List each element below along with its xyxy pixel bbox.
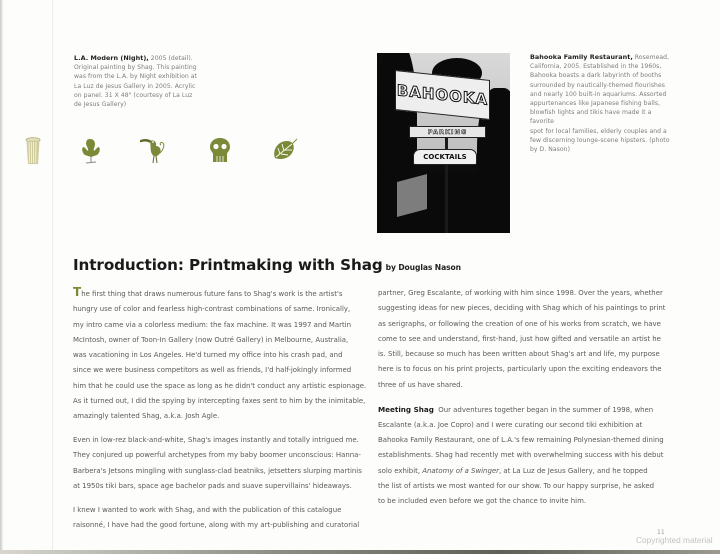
paragraph: partner, Greg Escalante, of working with him since 1998. Over the years, whether suggesting ideas for new pieces, deciding with Shag which of his paintings to print as serigraphs, or following the creation of one of his works from scratch, we have come to see and understand, first-hand, just how gifted and versatile an artist he is. Still, because so much has been written about Shag's art and life, my purpose here is to focus on his print projects, particularly upon the exciting endeavors the three of us have shared. [378, 289, 666, 389]
subhead-meeting-shag: Meeting Shag [378, 404, 434, 414]
paragraph: I knew I wanted to work with Shag, and with the publication of this catalogue raisonné, I have had the good fortune, along with my art-publishing and curatorial [73, 505, 360, 530]
body-column-left [73, 285, 367, 542]
exhibit-title: Anatomy of a Swinger [422, 466, 499, 475]
swan-chair-icon [80, 138, 102, 164]
drop-cap: T [73, 285, 82, 299]
paragraph: Even in low-rez black-and-white, Shag's images instantly and totally intrigued me. They conjured up powerful archetypes from my baby boomer unconscious: Hanna- Barbera's Jetsons mingling with sunglass-clad beatniks, jetsetters slurping martinis at 1950s tiki bars, space age bachelor pads and suave supervillains' hideaways. [73, 436, 362, 491]
margin-rule [52, 0, 53, 554]
monstera-leaf-icon [272, 138, 298, 162]
page-edge [0, 0, 3, 554]
paragraph-meeting-shag: Meeting Shag Our adventures together began in the summer of 1998, when Escalante (a.k.a. Joe Copro) and I were curating our second tiki exhibition at Bahooka Family Restaurant, one of L.A.'s few remaining Polynesian-themed dining establishments. Shag had recently met with overwhelming success with his debut solo exhibit, Anatomy of a Swinger, at La Luz de Jesus Gallery, and he topped the list of artists we most wanted for our show. To our happy surprise, he asked to be included even before we got the chance to invite him. [378, 404, 664, 506]
page-bottom-edge [0, 550, 720, 554]
paragraph: The first thing that draws numerous future fans to Shag's work is the artist's hungry use of color and fearless high-contrast combinations of same. Ironically, my intro came via a colorless medium: the fax machine. It was 1997 and Martin McIntosh, owner of Toon-In Gallery (now Outré Gallery) in Melbourne, Australia, was vacationing in Los Angeles. He'd turned my office into his crash pad, and since we were business competitors as well as friends, I'd half-jokingly informed him that he could use the space as long as he didn't conduct any artistic espionage. As it turned out, I did the spying by intercepting faxes sent to him by the inimitable, amazingly talented Shag, a.k.a. Josh Agle. [73, 285, 367, 421]
caption-bahooka: Bahooka Family Restaurant, Rosemead, California, 2005. Established in the 1960s, Bahooka boasts a dark labyrinth of booths surrounded by nautically-themed flourishes and nearly 100 built-in aquariums. Assorted appurtenances like Japanese fishing balls, blowfish lights and tikis have made it a favorite spot for local families, elderly couples and a few discerning lounge-scene hipsters. (photo by D. Nason) [530, 53, 670, 154]
toucan-bird-icon [140, 137, 170, 165]
caption-la-modern: L.A. Modern (Night), 2005 (detail). Original painting by Shag. This painting was from the L.A. by Night exhibition at La Luz de Jesus Gallery in 2005. Acrylic on panel. 31 X 48" (courtesy of La Luz de Jesus Gallery) [74, 54, 197, 109]
page-number: 11 [657, 529, 665, 536]
parking-sign: PARKING [409, 126, 486, 138]
article-byline: by Douglas Nason [385, 263, 461, 272]
cocktails-sign: COCKTAILS [413, 149, 477, 165]
bahooka-photo [377, 53, 510, 233]
caption-title: L.A. Modern (Night), [74, 54, 149, 62]
copyright-watermark: Copyrighted material [636, 535, 713, 545]
tiki-skull-icon [210, 138, 230, 163]
bahooka-sign: BAHOOKA [395, 70, 490, 120]
body-column-right [378, 286, 670, 518]
article-title: Introduction: Printmaking with Shag by Douglas Nason [73, 256, 461, 274]
caption-title: Bahooka Family Restaurant, [530, 53, 633, 61]
tiki-drum-icon [25, 137, 41, 165]
